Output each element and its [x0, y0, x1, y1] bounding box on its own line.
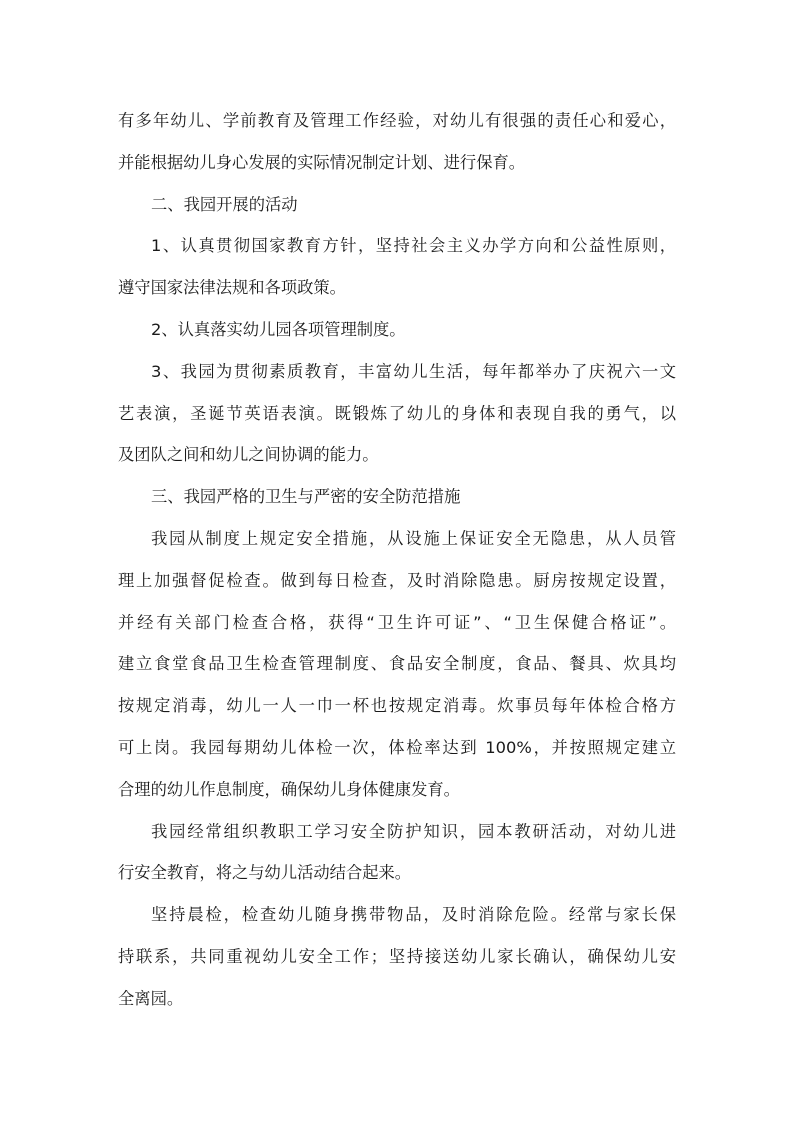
text-line: 2、认真落实幼儿园各项管理制度。 [151, 319, 406, 339]
text-line: 理上加强督促检查。做到每日检查，及时消除隐患。厨房按规定设置， [118, 570, 676, 590]
text-line: 持联系，共同重视幼儿安全工作；坚持接送幼儿家长确认，确保幼儿安 [118, 946, 676, 966]
text-line: 按规定消毒，幼儿一人一巾一杯也按规定消毒。炊事员每年体检合格方 [118, 696, 676, 716]
document-page [118, 100, 676, 1020]
section-heading: 三、我园严格的卫生与严密的安全防范措施 [151, 487, 461, 507]
text-line: 艺表演，圣诞节英语表演。既锻炼了幼儿的身体和表现自我的勇气，以 [118, 403, 676, 423]
text-line: 3、我园为贯彻素质教育，丰富幼儿生活，每年都举办了庆祝六一文 [151, 361, 676, 381]
text-line: 并经有关部门检查合格，获得“卫生许可证”、“卫生保健合格证”。 [118, 612, 676, 632]
text-line: 建立食堂食品卫生检查管理制度、食品安全制度，食品、餐具、炊具均 [118, 654, 676, 674]
text-line: 1、认真贯彻国家教育方针，坚持社会主义办学方向和公益性原则， [151, 236, 676, 256]
text-line: 我园从制度上规定安全措施，从设施上保证安全无隐患，从人员管 [151, 528, 676, 548]
text-line: 行安全教育，将之与幼儿活动结合起来。 [118, 863, 412, 883]
text-line: 我园经常组织教职工学习安全防护知识，园本教研活动，对幼儿进 [151, 821, 676, 841]
text-line: 合理的幼儿作息制度，确保幼儿身体健康发育。 [118, 779, 460, 799]
text-line: 并能根据幼儿身心发展的实际情况制定计划、进行保育。 [118, 152, 526, 172]
text-line: 遵守国家法律法规和各项政策。 [118, 278, 346, 298]
text-line: 全离园。 [118, 988, 184, 1008]
text-line: 有多年幼儿、学前教育及管理工作经验，对幼儿有很强的责任心和爱心， [118, 111, 676, 130]
text-line: 及团队之间和幼儿之间协调的能力。 [118, 445, 379, 465]
text-line: 可上岗。我园每期幼儿体检一次，体检率达到 100%，并按照规定建立 [118, 737, 676, 757]
section-heading: 二、我园开展的活动 [151, 194, 298, 214]
text-line: 坚持晨检，检查幼儿随身携带物品，及时消除危险。经常与家长保 [151, 905, 676, 925]
